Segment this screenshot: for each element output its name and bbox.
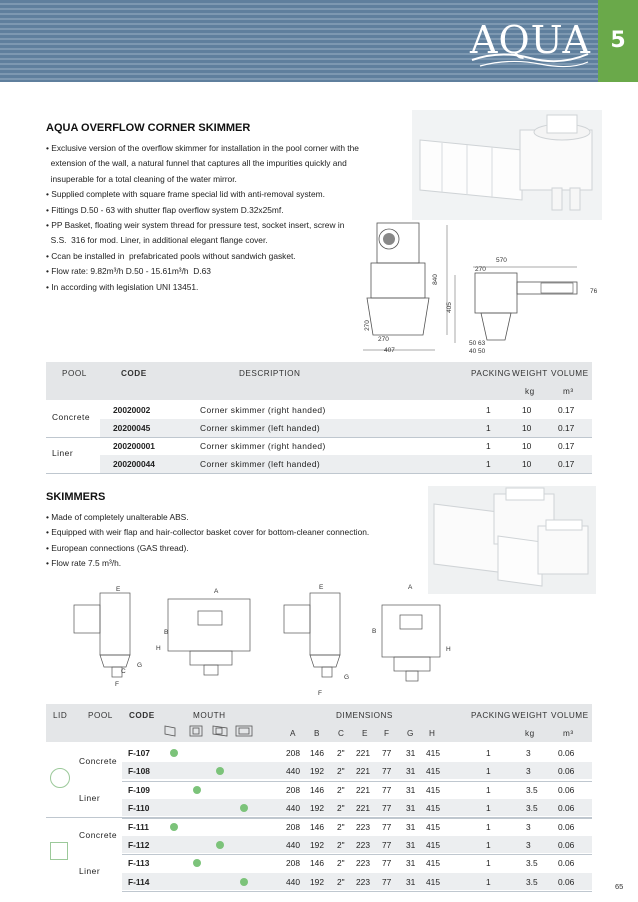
- cell-b: 192: [310, 803, 324, 814]
- cell-volume: 0.06: [558, 784, 575, 795]
- overflow-skimmer-drawing: [355, 215, 603, 360]
- cell-pool: Liner: [52, 448, 74, 458]
- cell-c: 2": [337, 803, 345, 814]
- bullet-line: • Ccan be installed in prefabricated pools without sandwich gasket.: [46, 250, 296, 261]
- dim-40-50: 40 50: [469, 348, 486, 355]
- cell-description: Corner skimmer (left handed): [200, 459, 321, 469]
- cell-a: 440: [286, 876, 300, 887]
- cell-packing: 1: [486, 766, 491, 777]
- bullet-line: • Equipped with weir flap and hair-collector basket cover for bottom-cleaner connection.: [46, 527, 370, 538]
- label-G2: G: [344, 674, 350, 681]
- col-packing: PACKING: [471, 369, 511, 378]
- cell-weight: 10: [522, 405, 532, 415]
- cell-e: 223: [356, 876, 370, 887]
- cell-h: 415: [426, 840, 440, 850]
- cell-code: 200200001: [113, 441, 155, 451]
- col-G: G: [407, 729, 414, 738]
- cell-volume: 0.06: [558, 840, 575, 850]
- bullet-line: • Flow rate 7.5 m³/h.: [46, 558, 122, 569]
- cell-volume: 0.06: [558, 748, 575, 758]
- cell-code: F-108: [128, 766, 150, 777]
- cell-c: 2": [337, 840, 345, 850]
- col-pool: POOL: [62, 369, 87, 378]
- cell-e: 221: [356, 748, 370, 758]
- corner-skimmer-photo: [412, 110, 602, 220]
- cell-h: 415: [426, 784, 440, 795]
- col-C: C: [338, 729, 345, 738]
- bullet-line: extension of the wall, a natural funnel that captures all the impurities quickly and: [46, 158, 347, 169]
- cell-description: Corner skimmer (left handed): [200, 423, 321, 433]
- cell-h: 415: [426, 821, 440, 832]
- cell-e: 223: [356, 821, 370, 832]
- cell-code: 200200044: [113, 459, 155, 469]
- cell-volume: 0.06: [558, 766, 575, 777]
- cell-b: 146: [310, 748, 324, 758]
- cell-code: F-109: [128, 784, 150, 795]
- label-E2: E: [319, 584, 324, 591]
- cell-volume: 0.06: [558, 803, 575, 814]
- cell-e: 221: [356, 784, 370, 795]
- square-lid-icon: [50, 842, 68, 860]
- skimmers-photo-icon: [428, 486, 596, 594]
- mouth-dot: [170, 823, 178, 831]
- row-divider: [122, 891, 592, 892]
- cell-b: 146: [310, 784, 324, 795]
- wave-icon: [470, 14, 590, 70]
- cell-volume: 0.06: [558, 821, 575, 832]
- cell-g: 31: [406, 766, 416, 777]
- label-A2: A: [408, 584, 413, 591]
- cell-volume: 0.17: [558, 459, 575, 469]
- group-divider: [46, 817, 592, 818]
- cell-pool: Concrete: [79, 830, 117, 840]
- col-F: F: [384, 729, 390, 738]
- cell-packing: 1: [486, 840, 491, 850]
- skimmers-photo: [428, 486, 596, 594]
- cell-g: 31: [406, 840, 416, 850]
- cell-f: 77: [382, 858, 392, 869]
- cell-weight: 3.5: [526, 784, 538, 795]
- cell-g: 31: [406, 876, 416, 887]
- bullet-line: • Flow rate: 9.82m³/h D.50 - 15.61m³/h D.63: [46, 266, 211, 277]
- cell-a: 208: [286, 748, 300, 758]
- label-H1: H: [156, 645, 161, 652]
- cell-c: 2": [337, 748, 345, 758]
- row-band: [100, 419, 592, 437]
- bullet-line: insuperable for a total cleaning of the water mirror.: [46, 173, 237, 184]
- cell-pool: Concrete: [79, 756, 117, 766]
- cell-description: Corner skimmer (right handed): [200, 405, 326, 415]
- cell-pool: Liner: [79, 793, 101, 803]
- cell-h: 415: [426, 858, 440, 869]
- cell-packing: 1: [486, 821, 491, 832]
- row-divider: [122, 818, 592, 819]
- cell-packing: 1: [486, 748, 491, 758]
- cell-packing: 1: [486, 876, 491, 887]
- cell-e: 223: [356, 858, 370, 869]
- aqua-logo: [470, 14, 590, 70]
- cell-code: F-113: [128, 858, 150, 869]
- bullet-line: • Exclusive version of the overflow skimmer for installation in the pool corner with the: [46, 143, 359, 153]
- dim-50-63: 50 63: [469, 340, 486, 347]
- cell-volume: 0.06: [558, 876, 575, 887]
- mouth-dot: [193, 859, 201, 867]
- bullet-line: • PP Basket, floating weir system thread for pressure test, socket insert, screw in: [46, 220, 345, 231]
- bullet-line: • Supplied complete with square frame special lid with anti-removal system.: [46, 189, 325, 200]
- label-A1: A: [214, 588, 219, 595]
- cell-b: 146: [310, 821, 324, 832]
- cell-f: 77: [382, 821, 392, 832]
- section2-bullets: [46, 510, 369, 572]
- label-E1: E: [116, 586, 121, 593]
- cell-weight: 3.5: [526, 876, 538, 887]
- dim-840: 840: [431, 274, 439, 285]
- mouth-dot: [216, 841, 224, 849]
- cell-a: 208: [286, 858, 300, 869]
- cell-g: 31: [406, 784, 416, 795]
- cell-packing: 1: [486, 459, 491, 469]
- cell-e: 221: [356, 766, 370, 777]
- bullet-line: • Made of completely unalterable ABS.: [46, 512, 189, 522]
- cell-b: 192: [310, 876, 324, 887]
- cell-volume: 0.06: [558, 858, 575, 869]
- cell-weight: 3: [526, 748, 531, 758]
- label-F1: F: [115, 681, 119, 688]
- col-lid: LID: [53, 711, 68, 720]
- cell-volume: 0.17: [558, 423, 575, 433]
- cell-code: F-112: [128, 840, 150, 850]
- cell-volume: 0.17: [558, 441, 575, 451]
- section-title-skimmers: SKIMMERS: [46, 491, 106, 503]
- col-code: CODE: [121, 369, 147, 378]
- cell-code: F-114: [128, 876, 150, 887]
- skimmer-photo-icon: [412, 110, 602, 220]
- cell-g: 31: [406, 858, 416, 869]
- col-code2: CODE: [129, 711, 155, 720]
- chapter-tab: [598, 0, 638, 82]
- dim-407: 407: [384, 347, 395, 354]
- cell-f: 77: [382, 803, 392, 814]
- dim-270-vertical: 270: [363, 320, 371, 331]
- cell-weight: 10: [522, 459, 532, 469]
- label-B2: B: [372, 628, 377, 635]
- cell-g: 31: [406, 803, 416, 814]
- cell-h: 415: [426, 748, 440, 758]
- col-kg2: kg: [525, 729, 535, 738]
- col-weight: WEIGHT: [512, 369, 548, 378]
- cell-code: F-107: [128, 748, 150, 758]
- cell-f: 77: [382, 784, 392, 795]
- bullet-line: • Fittings D.50 - 63 with shutter flap overflow system D.32x25mf.: [46, 204, 284, 215]
- round-lid-icon: [50, 768, 70, 788]
- col-mouth: MOUTH: [193, 711, 226, 720]
- cell-c: 2": [337, 766, 345, 777]
- label-F2: F: [318, 690, 322, 697]
- cell-code: 20020002: [113, 405, 151, 415]
- dim-270-top: 270: [475, 266, 486, 273]
- col-A: A: [290, 729, 296, 738]
- cell-pool: Liner: [79, 866, 101, 876]
- cell-f: 77: [382, 748, 392, 758]
- cell-weight: 3: [526, 840, 531, 850]
- label-G1: G: [137, 662, 143, 669]
- label-H2: H: [446, 646, 451, 653]
- section-title-overflow: AQUA OVERFLOW CORNER SKIMMER: [46, 122, 251, 134]
- dim-270-bottom: 270: [378, 336, 389, 343]
- cell-a: 440: [286, 840, 300, 850]
- cell-packing: 1: [486, 803, 491, 814]
- cell-weight: 3.5: [526, 803, 538, 814]
- col-H: H: [429, 729, 436, 738]
- col-packing2: PACKING: [471, 711, 511, 720]
- dim-405: 405: [445, 302, 453, 313]
- row-divider: [46, 473, 592, 474]
- cell-a: 440: [286, 766, 300, 777]
- col-m3: m³: [563, 387, 574, 396]
- cell-packing: 1: [486, 405, 491, 415]
- cell-weight: 10: [522, 441, 532, 451]
- cell-e: 223: [356, 840, 370, 850]
- bullet-line: S.S. 316 for mod. Liner, in additional elegant flange cover.: [46, 235, 268, 246]
- cell-b: 146: [310, 858, 324, 869]
- label-B1: B: [164, 629, 169, 636]
- cell-weight: 3: [526, 821, 531, 832]
- cell-weight: 3.5: [526, 858, 538, 869]
- cell-a: 208: [286, 821, 300, 832]
- cell-weight: 3: [526, 766, 531, 777]
- col-dimensions: DIMENSIONS: [336, 711, 393, 720]
- cell-b: 192: [310, 840, 324, 850]
- cell-packing: 1: [486, 784, 491, 795]
- cell-h: 415: [426, 876, 440, 887]
- col-kg: kg: [525, 387, 535, 396]
- mouth-dot: [193, 786, 201, 794]
- cell-c: 2": [337, 858, 345, 869]
- cell-e: 221: [356, 803, 370, 814]
- cell-b: 192: [310, 766, 324, 777]
- logo-text: AQUA: [470, 18, 591, 62]
- cell-a: 208: [286, 784, 300, 795]
- cell-f: 77: [382, 840, 392, 850]
- col-B: B: [314, 729, 320, 738]
- row-divider: [122, 781, 592, 782]
- section1-bullets: [46, 141, 359, 295]
- label-C1: C: [121, 668, 126, 675]
- cell-a: 440: [286, 803, 300, 814]
- cell-c: 2": [337, 821, 345, 832]
- cell-weight: 10: [522, 423, 532, 433]
- page-number: 65: [615, 882, 624, 891]
- row-divider: [46, 437, 592, 438]
- row-divider: [122, 854, 592, 855]
- cell-packing: 1: [486, 441, 491, 451]
- col-volume2: VOLUME: [551, 711, 589, 720]
- cell-f: 77: [382, 876, 392, 887]
- row-band: [100, 455, 592, 473]
- col-weight2: WEIGHT: [512, 711, 548, 720]
- cell-packing: 1: [486, 423, 491, 433]
- cell-f: 77: [382, 766, 392, 777]
- cell-c: 2": [337, 784, 345, 795]
- cell-h: 415: [426, 803, 440, 814]
- col-E: E: [362, 729, 368, 738]
- bullet-line: • European connections (GAS thread).: [46, 542, 189, 553]
- cell-h: 415: [426, 766, 440, 777]
- mouth-dot: [170, 749, 178, 757]
- col-volume: VOLUME: [551, 369, 589, 378]
- chapter-number: 5: [610, 28, 626, 53]
- cell-g: 31: [406, 748, 416, 758]
- col-m3-2: m³: [563, 729, 574, 738]
- cell-code: 20200045: [113, 423, 151, 433]
- skimmer-dimension-drawings: [60, 585, 480, 705]
- mouth-dot: [240, 878, 248, 886]
- cell-volume: 0.17: [558, 405, 575, 415]
- col-pool2: POOL: [88, 711, 113, 720]
- cell-packing: 1: [486, 858, 491, 869]
- table1-header: [46, 362, 592, 400]
- cell-g: 31: [406, 821, 416, 832]
- cell-c: 2": [337, 876, 345, 887]
- cell-code: F-110: [128, 803, 150, 814]
- col-description: DESCRIPTION: [239, 369, 301, 378]
- cell-description: Corner skimmer (right handed): [200, 441, 326, 451]
- cell-pool: Concrete: [52, 412, 90, 422]
- cell-code: F-111: [128, 821, 149, 832]
- dim-76: 76: [590, 288, 598, 295]
- dim-570: 570: [496, 257, 507, 264]
- bullet-line: • In according with legislation UNI 13451.: [46, 281, 199, 292]
- mouth-type-icons: [163, 724, 263, 738]
